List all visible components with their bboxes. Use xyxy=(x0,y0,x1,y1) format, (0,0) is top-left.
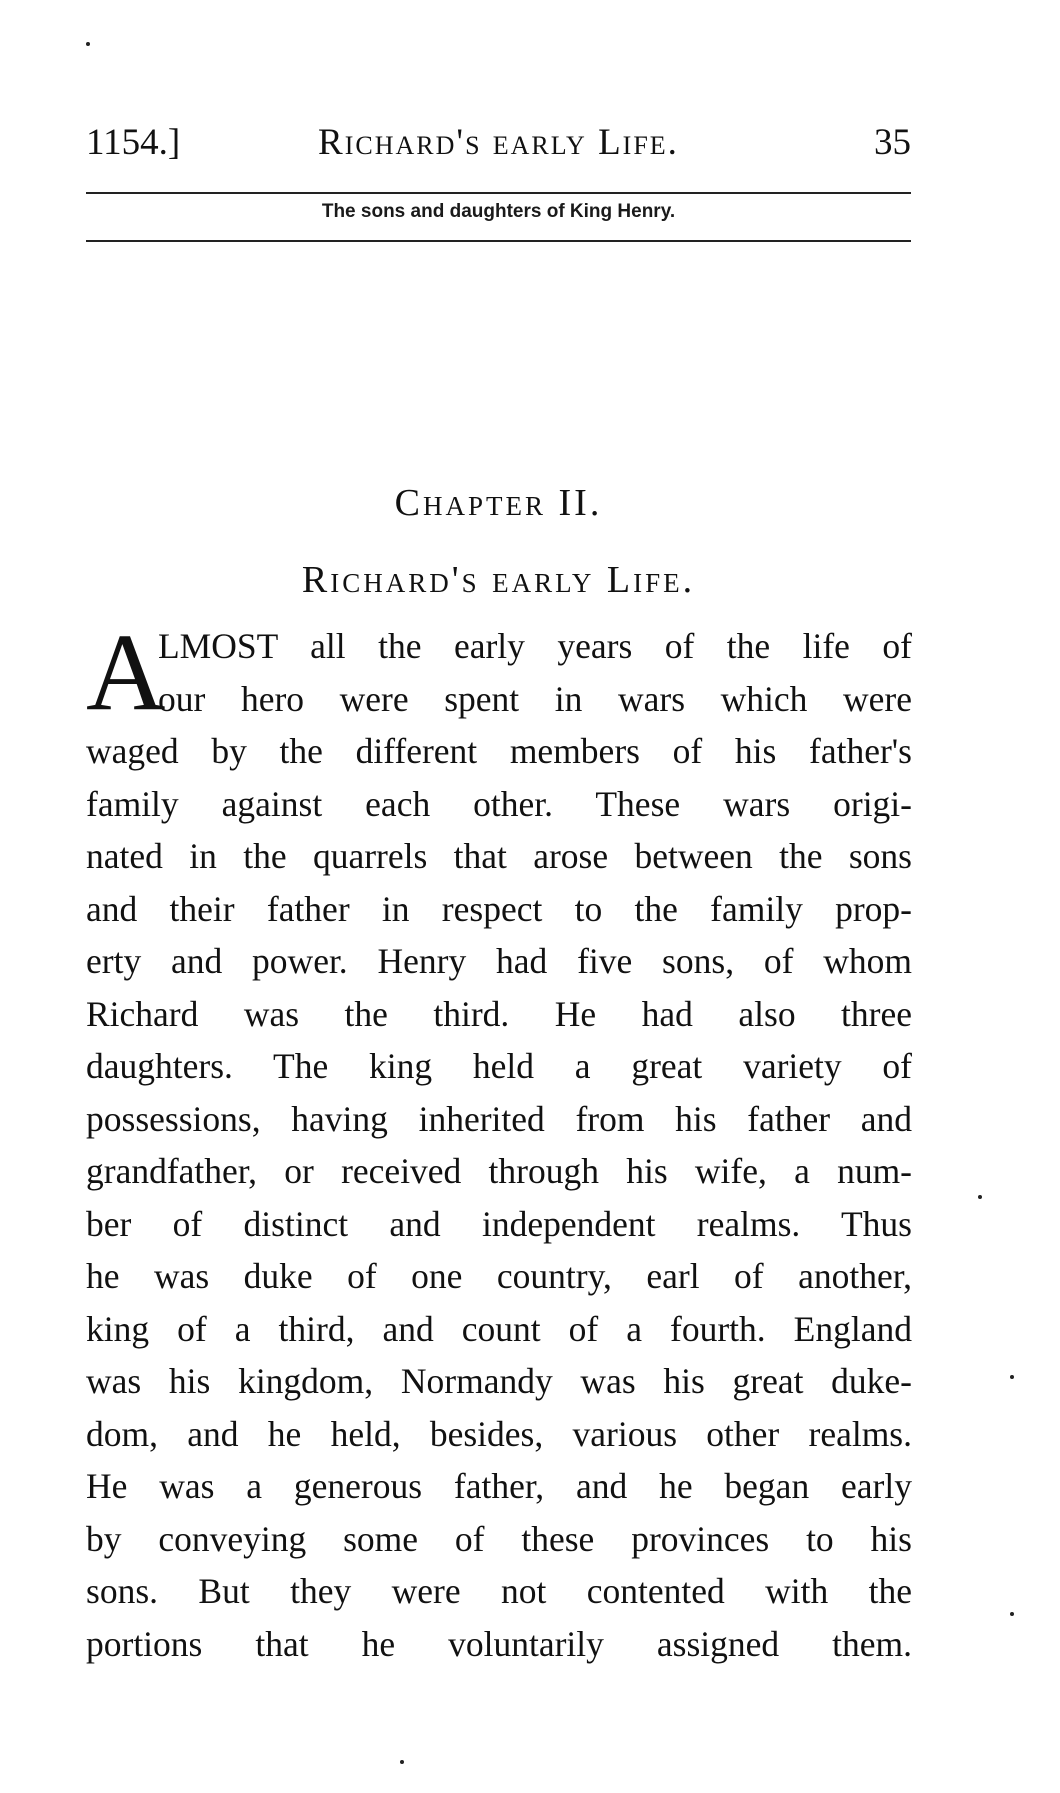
header-rule-top xyxy=(86,192,911,194)
drop-cap: A xyxy=(86,611,166,733)
text-line: Richard was the third. He had also three xyxy=(86,993,912,1034)
text-line: daughters. The king held a great variety of xyxy=(86,1046,912,1086)
text-line: grandfather, or received through his wife, a num- xyxy=(86,1151,912,1191)
speck-mark xyxy=(1010,1375,1014,1379)
page-number: 35 xyxy=(874,122,911,163)
text-line: ber of distinct and independent realms. Thus xyxy=(86,1203,912,1244)
text-line: our hero were spent in wars which were xyxy=(158,678,912,719)
body-text xyxy=(86,611,912,1670)
page-subheading: The sons and daughters of King Henry. xyxy=(321,201,676,222)
text-line: king of a third, and count of a fourth. England xyxy=(86,1308,912,1349)
text-line: waged by the different members of his father's xyxy=(86,731,912,771)
speck-mark xyxy=(978,1195,982,1199)
text-line: portions that he voluntarily assigned them. xyxy=(86,1623,912,1664)
text-line: nated in the quarrels that arose between the sons xyxy=(86,836,912,876)
header-year: 1154.] xyxy=(86,122,181,163)
text-line: sons. But they were not contented with the xyxy=(86,1571,912,1611)
chapter-number: Chapter II. xyxy=(394,482,603,524)
text-line: family against each other. These wars origi- xyxy=(86,783,912,824)
text-line: erty and power. Henry had five sons, of whom xyxy=(86,941,912,981)
text-line: was his kingdom, Normandy was his great duke- xyxy=(86,1361,912,1401)
text-line: possessions, having inherited from his father and xyxy=(86,1098,912,1139)
speck-mark xyxy=(1010,1612,1014,1616)
speck-mark xyxy=(400,1760,404,1764)
text-line: by conveying some of these provinces to his xyxy=(86,1518,912,1559)
running-header xyxy=(86,118,911,168)
text-line: and their father in respect to the family prop- xyxy=(86,888,912,929)
text-line: dom, and he held, besides, various other realms. xyxy=(86,1413,912,1454)
text-line: LMOST all the early years of the life of xyxy=(158,626,912,666)
speck-mark xyxy=(86,42,90,46)
text-line: He was a generous father, and he began early xyxy=(86,1466,912,1506)
chapter-title: Richard's early Life. xyxy=(301,559,696,601)
header-rule-bottom xyxy=(86,240,911,242)
header-title: Richard's early Life. xyxy=(318,122,679,163)
text-line: he was duke of one country, earl of another, xyxy=(86,1256,912,1296)
